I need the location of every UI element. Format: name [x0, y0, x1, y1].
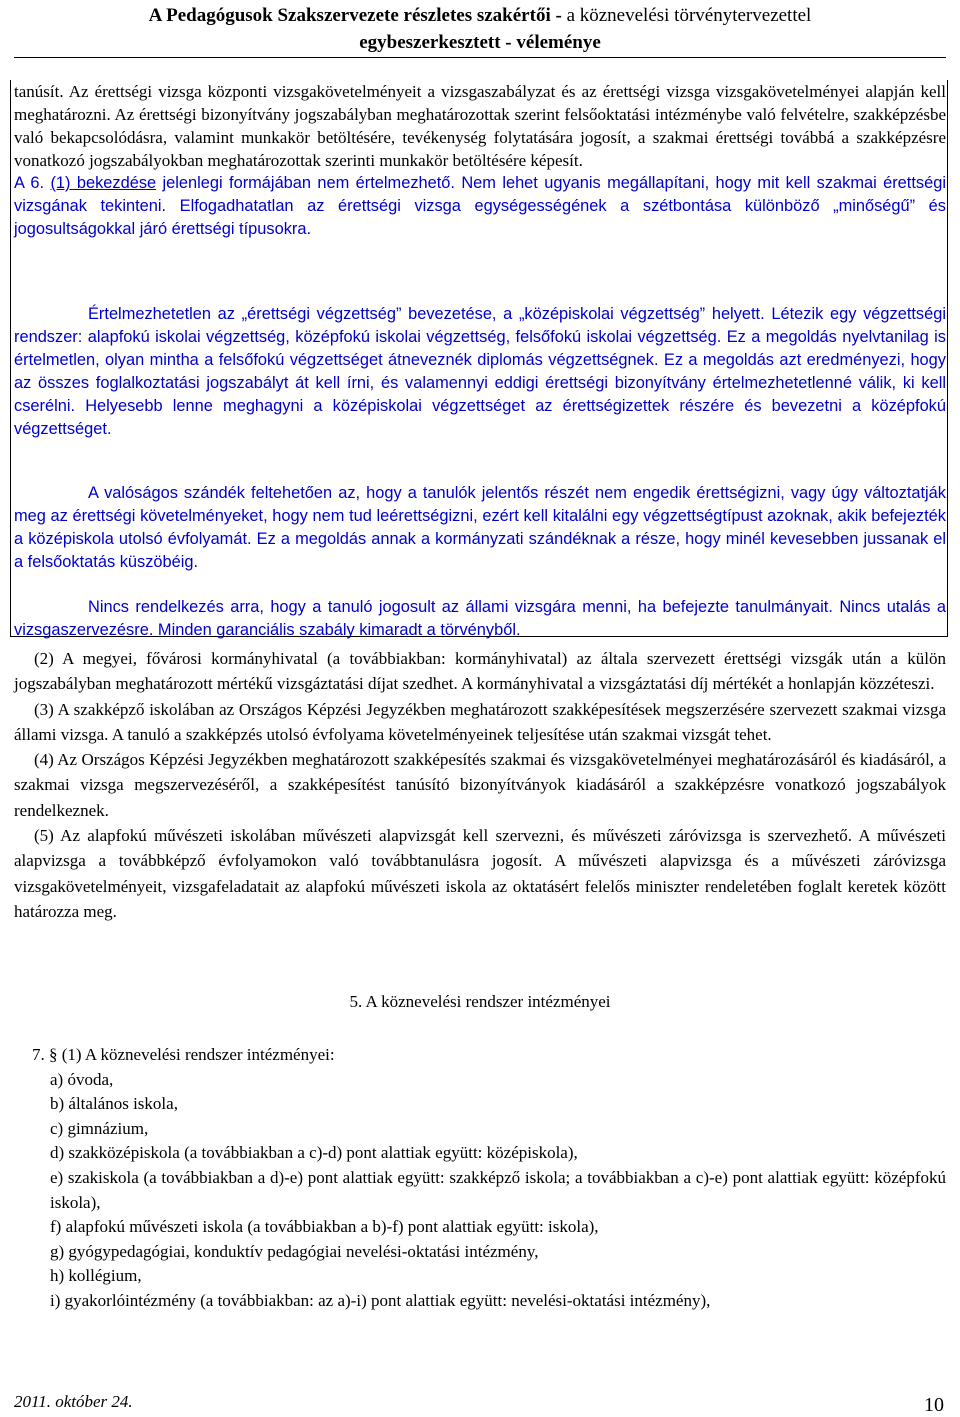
comment-paragraph: Nincs rendelkezés arra, hogy a tanuló jogosult az állami vizsgára menni, ha befejezte tanulmányait. Nincs utalás a vizsgaszervezésre. Minden garanciális szabály kimaradt a törvényből.: [14, 598, 946, 639]
comment-1: [14, 303, 946, 441]
header-subtitle: egybeszerkesztett - véleménye: [359, 32, 601, 53]
law-paragraph-5: (5) Az alapfokú művészeti iskolában művészeti alapvizsgát kell szervezni, és művészeti záróvizsga is szervezhető. A művészeti alapvizsga a továbbképző évfolyamokon való továbbtanulásra jogosít. A művészeti alapvizsga és a művészeti záróvizsga vizsgakövetelményeit, vizsgafeladatait az alapfokú művészeti iskola az oktatásért felelős miniszter rendeletében foglalt keretek között határozza meg.: [14, 826, 946, 921]
header-title-bold: A Pedagógusok Szakszervezete részletes szakértői -: [148, 5, 562, 26]
intro-block: [14, 80, 946, 241]
comment-paragraph: A valóságos szándék feltehetően az, hogy a tanulók jelentős részét nem engedik érettségizni, vagy úgy változtatják meg az érettségi követelményeket, hogy nem tud leérettségizni, ezért kell kitalálni egy végzettségtípust azoknak, akik befejezték a középiskola utolsó évfolyamát. Ez a megoldás annak a kormányzati szándéknak a része, hogy minél kevesebben jussanak el a felsőoktatás küszöbéig.: [14, 484, 946, 571]
intro-text: tanúsít. Az érettségi vizsga központi vizsgakövetelményeit a vizsgaszabályzat és az érettségi vizsga vizsgakövetelményei alapján kell meghatározni. Az érettségi bizonyítvány jogszabályban meghatározottak szerint felsőoktatási intézménybe való felvételre, szakképzésbe való bekapcsolódásra, valamint munkakör betöltésére, tevékenység folytatására jogosít, a szakmai érettségi továbbá a szakképzésre vonatkozó jogszabályokban meghatározottak szerinti munkakör betöltésére képesít.: [14, 82, 946, 170]
list-item: h) kollégium,: [50, 1266, 142, 1286]
comment-ref-paragraph: (1) bekezdése: [50, 174, 157, 192]
page-number: 10: [924, 1394, 944, 1416]
list-item: a) óvoda,: [50, 1069, 114, 1089]
footer-date: 2011. október 24.: [14, 1392, 133, 1411]
institution-list: [24, 1043, 946, 1314]
comment-text: jelenlegi formájában nem értelmezhető. Nem lehet ugyanis megállapítani, hogy mit kell szakmai érettségi vizsgának tekinteni. Elfogadhatatlan az érettségi vizsga egységességének a szétbontása különböző „minőségű” és jogosultságokkal járó érettségi típusokra.: [14, 174, 946, 238]
law-paragraph-3: (3) A szakképző iskolában az Országos Képzési Jegyzékben meghatározott szakképesítések megszerzésére szervezett szakmai vizsga állami vizsga. A tanuló a szakképzés utolsó évfolyama követelményeinek teljesítése után szakmai vizsgát tehet.: [14, 699, 946, 744]
comment-3: [14, 596, 946, 642]
law-paragraph-4: (4) Az Országos Képzési Jegyzékben meghatározott szakképesítés szakmai és vizsgakövetelményei meghatározásáról és kiadásáról, a szakmai vizsga megszervezéséről, a szakképesítést tanúsító bizonyítványok kiadásáról a szakképzésre vonatkozó jogszabályok rendelkeznek.: [14, 750, 946, 820]
list-item: i) gyakorlóintézmény (a továbbiakban: az a)-i) pont alattiak együtt: nevelési-oktatási intézmény),: [50, 1290, 711, 1310]
comment-paragraph: Értelmezhetetlen az „érettségi végzettség” bevezetése, a „középiskolai végzettség” helyett. Létezik egy végzettségi rendszer: alapfokú iskolai végzettség, középfokú iskolai végzettség, felsőfokú iskolai végzettség. Ez a megoldás nyelvtanilag is értelmetlen, olyan mintha a felsőfokú végzettséget átneveznék diplomás végzettségnek. Ez a megoldás azt eredményezi, hogy az összes foglalkoztatási jogszabályt át kell írni, és valamennyi eddigi érettségi bizonyítvány értelmezhetetlenné válik, ki kell cserélni. Helyesebb lenne meghagyni a középiskolai végzettséget az érettségizettek részére és bevezetni a középfokú végzettséget.: [14, 305, 946, 438]
list-lead: 7. § (1) A köznevelési rendszer intézményei:: [32, 1045, 335, 1064]
page-header: [0, 0, 960, 56]
header-title-normal: a köznevelési törvénytervezettel: [566, 5, 812, 26]
law-paragraphs: [14, 646, 946, 924]
section-heading: 5. A köznevelési rendszer intézményei: [349, 992, 611, 1011]
comment-ref-section: A 6.: [14, 174, 45, 192]
law-paragraph-2: (2) A megyei, fővárosi kormányhivatal (a továbbiakban: kormányhivatal) az általa szervezett érettségi vizsgák után a külön jogszabályban meghatározott mértékű vizsgáztatási díjat szedhet. A kormányhivatal a vizsgáztatási díj mértékét a honlapján közzéteszi.: [14, 649, 946, 694]
list-item: g) gyógypedagógiai, konduktív pedagógiai nevelési-oktatási intézmény,: [50, 1241, 539, 1261]
header-rule: [14, 57, 946, 58]
list-item: f) alapfokú művészeti iskola (a továbbiakban a b)-f) pont alattiak együtt: iskola),: [50, 1217, 599, 1237]
intro-comment: [14, 172, 946, 241]
list-item: e) szakiskola (a továbbiakban a d)-e) pont alattiak együtt: szakképző iskola; a továbbiakban a c)-e) pont alattiak együtt: középfokú iskola),: [50, 1167, 946, 1212]
list-item: c) gimnázium,: [50, 1118, 149, 1138]
list-item: b) általános iskola,: [50, 1094, 178, 1114]
comment-2: [14, 482, 946, 574]
list-item: d) szakközépiskola (a továbbiakban a c)-d) pont alattiak együtt: középiskola),: [50, 1143, 578, 1163]
